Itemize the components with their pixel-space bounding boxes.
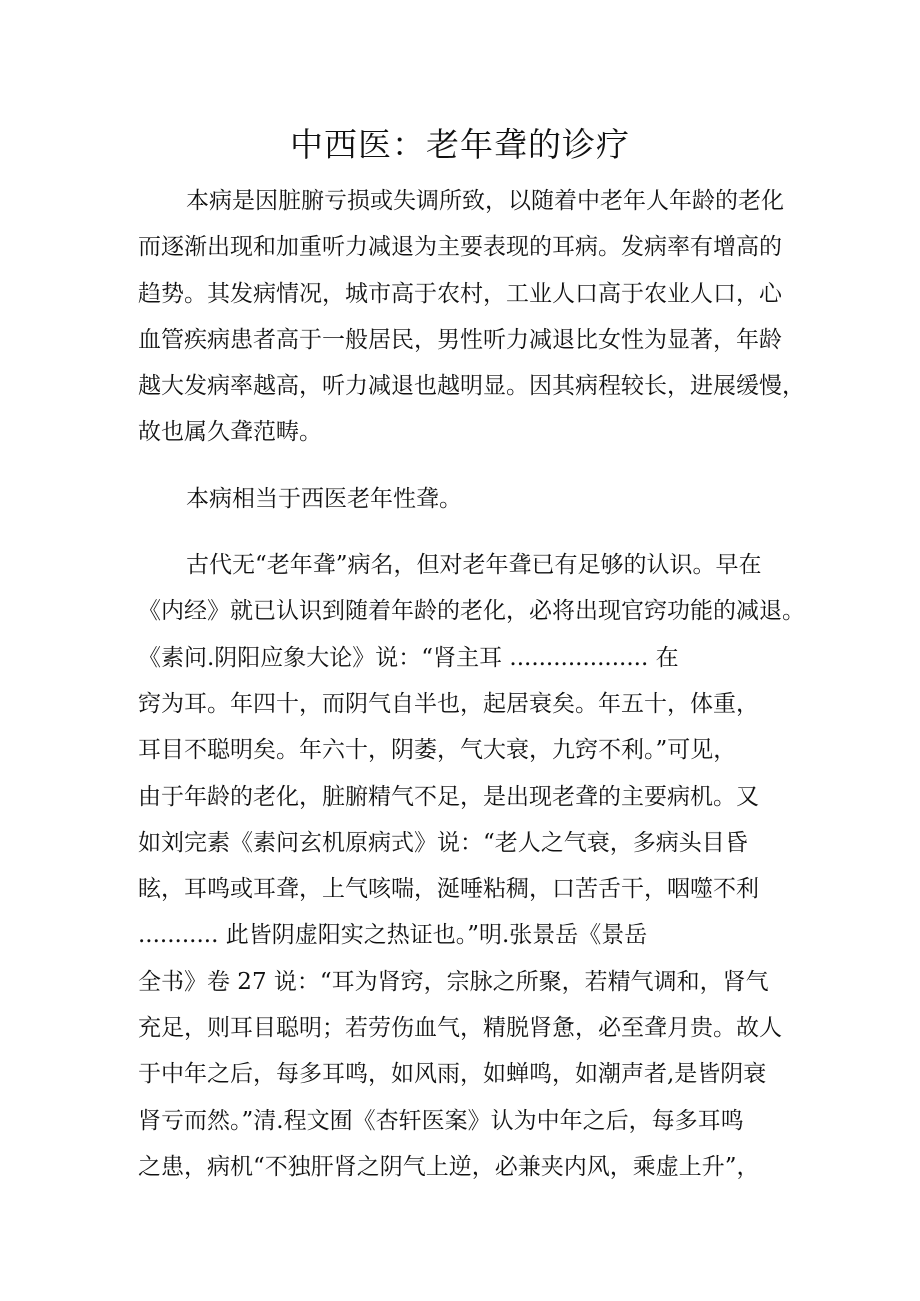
document-body [138,178,805,1190]
text-line: 肾亏而然。”清.程文囿《杏轩医案》认为中年之后，每多耳鸣 [138,1107,744,1134]
text-line: 由于年龄的老化，脏腑精气不足，是出现老聋的主要病机。又 [138,783,759,810]
text-line: 眩，耳鸣或耳聋，上气咳喘，涎唾粘稠，口苦舌干，咽噬不利 [138,876,759,903]
text-line: 趋势。其发病情况，城市高于农村，工业人口高于农业人口，心 [138,280,782,307]
document-title: 中西医：老年聋的诊疗 [290,125,630,164]
text-line: 全书》卷 27 说：“耳为肾窍，宗脉之所聚，若精气调和，肾气 [138,968,769,995]
text-line: 越大发病率越高，听力减退也越明显。因其病程较长，进展缓慢， [138,373,805,400]
text-line: 充足，则耳目聪明；若劳伤血气，精脱肾惫，必至聋月贵。故人 [138,1015,782,1042]
text-line: 故也属久聋范畴。 [138,419,322,446]
text-line: 之患，病机“不独肝肾之阴气上逆，必兼夹内风，乘虚上升”， [138,1153,760,1180]
paragraph-2 [138,476,798,522]
text-line: 古代无“老年聋”病名，但对老年聋已有足够的认识。早在 [186,552,762,579]
text-line: 血管疾病患者高于一般居民，男性听力减退比女性为显著，年龄 [138,326,782,353]
text-line: 窍为耳。年四十，而阴气自半也，起居衰矣。年五十，体重， [138,690,759,717]
text-line: ........... 此皆阴虚阳实之热证也。”明.张景岳《景岳 [138,922,648,949]
text-line: 本病是因脏腑亏损或失调所致，以随着中老年人年龄的老化 [186,188,784,214]
paragraph-1 [138,178,805,456]
text-line: 《内经》就已认识到随着年龄的老化，必将出现官窍功能的减退。 [138,598,805,625]
text-line: 如刘完素《素问玄机原病式》说：“老人之气衰，多病头目昏 [138,829,748,856]
text-line: 于中年之后，每多耳鸣，如风雨，如蝉鸣，如潮声者,是皆阴衰 [138,1061,767,1088]
paragraph-3 [138,542,805,1190]
text-line: 本病相当于西医老年性聋。 [186,485,462,512]
text-line: 《素问.阴阳应象大论》说：“肾主耳 ................... 在 [138,644,679,671]
text-line: 耳目不聪明矣。年六十，阴萎，气大衰，九窍不利。”可见， [138,737,737,764]
text-line: 而逐渐出现和加重听力减退为主要表现的耳病。发病率有增高的 [138,234,782,261]
